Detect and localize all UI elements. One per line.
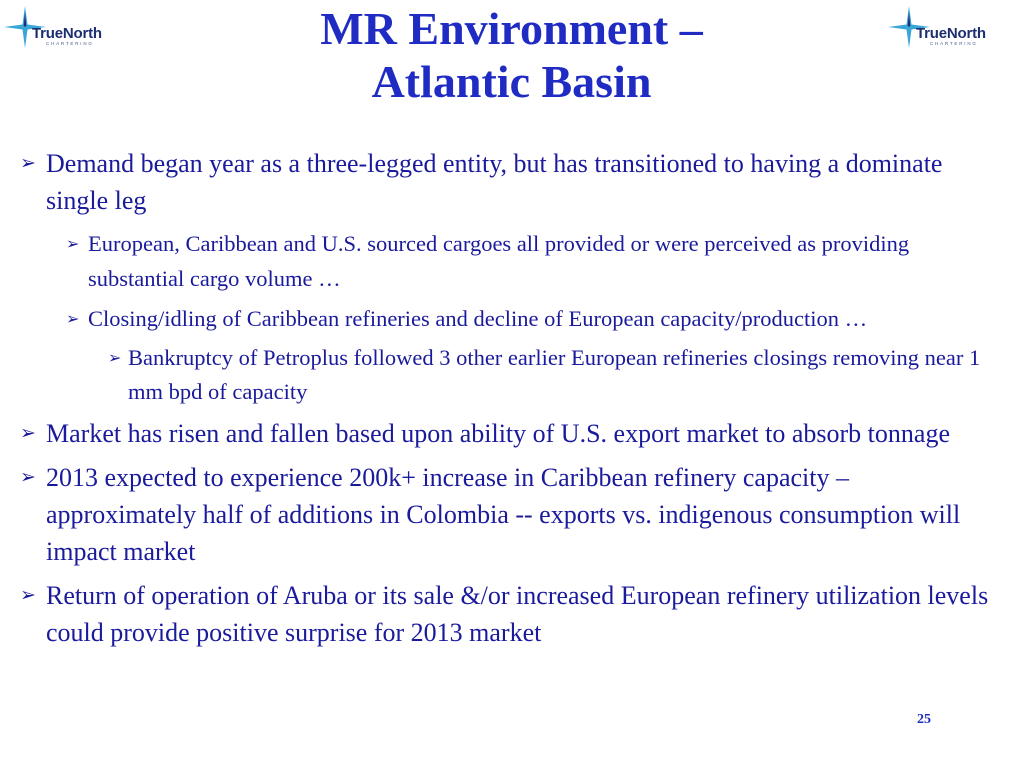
- bullet-arrow-icon: ➢: [108, 348, 122, 367]
- bullet-arrow-icon: ➢: [20, 152, 36, 174]
- slide-title-line-1: MR Environment –: [320, 3, 703, 54]
- bullet-item: [0, 415, 1023, 452]
- bullet-item: [0, 145, 1023, 219]
- sub-bullet-item: [0, 226, 1023, 296]
- bullet-arrow-icon: ➢: [20, 584, 36, 606]
- bullet-text: Bankruptcy of Petroplus followed 3 other earlier European refineries closings removing near 1 mm bpd of capacity: [128, 345, 981, 404]
- bullet-list: [0, 145, 1023, 658]
- bullet-item: [0, 577, 1023, 651]
- logo-tagline: CHARTERING: [930, 41, 978, 46]
- bullet-text: Demand began year as a three-legged entity, but has transitioned to having a dominate single leg: [46, 149, 943, 215]
- page-number: 25: [917, 712, 931, 727]
- bullet-arrow-icon: ➢: [66, 309, 80, 328]
- bullet-arrow-icon: ➢: [20, 422, 36, 444]
- slide-title: [0, 2, 1023, 108]
- bullet-text: 2013 expected to experience 200k+ increase in Caribbean refinery capacity – approximately half of additions in Colombia -- exports vs. indigenous consumption will impact market: [46, 463, 961, 566]
- bullet-arrow-icon: ➢: [66, 234, 80, 253]
- sub-bullet-item: [0, 301, 1023, 336]
- logo-name: TrueNorth: [32, 25, 102, 42]
- logo-name: TrueNorth: [916, 25, 986, 42]
- bullet-arrow-icon: ➢: [20, 466, 36, 488]
- bullet-text: Market has risen and fallen based upon ability of U.S. export market to absorb tonnage: [46, 419, 950, 448]
- logo-tagline: CHARTERING: [46, 41, 94, 46]
- slide-title-line-2: Atlantic Basin: [371, 56, 652, 107]
- bullet-text: Closing/idling of Caribbean refineries and decline of European capacity/production …: [88, 306, 868, 331]
- bullet-text: European, Caribbean and U.S. sourced cargoes all provided or were perceived as providing substantial cargo volume …: [88, 231, 910, 291]
- bullet-text: Return of operation of Aruba or its sale &/or increased European refinery utilization levels could provide positive surprise for 2013 market: [46, 581, 989, 647]
- sub-sub-bullet-item: [0, 341, 1023, 409]
- bullet-item: [0, 459, 1023, 570]
